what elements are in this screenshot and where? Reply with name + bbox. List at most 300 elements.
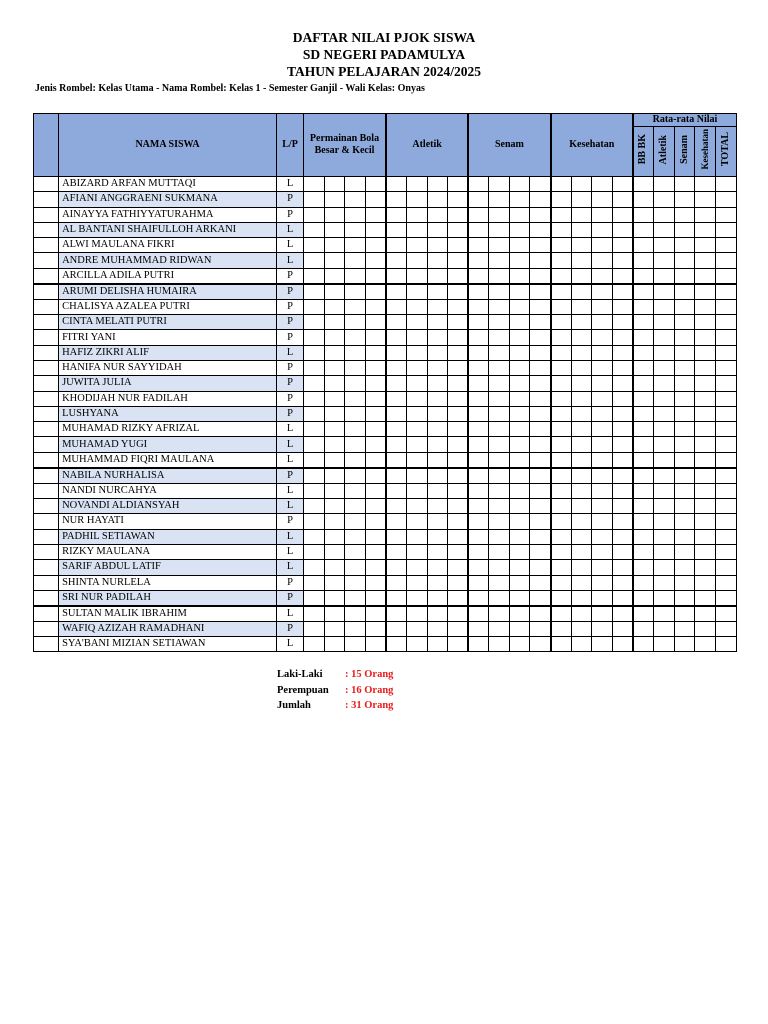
grade-cell: [592, 330, 613, 345]
grade-cell: [592, 360, 613, 375]
grade-cell: [448, 590, 469, 606]
table-row: [34, 514, 737, 529]
grade-cell: [551, 452, 572, 468]
grade-cell: [530, 590, 551, 606]
grade-cell: [345, 529, 366, 544]
grade-cell: [612, 452, 633, 468]
grade-cell: [489, 560, 510, 575]
grade-cell: [304, 468, 325, 484]
grade-cell: [386, 345, 407, 360]
grade-cell: [509, 330, 530, 345]
grade-cell: [716, 345, 737, 360]
grade-cell: [324, 192, 345, 207]
grade-cell: [427, 437, 448, 452]
grade-cell: [612, 222, 633, 237]
grade-cell: [612, 406, 633, 421]
grade-cell: [407, 529, 428, 544]
grade-cell: [592, 222, 613, 237]
grade-cell: [592, 177, 613, 192]
grade-cell: [551, 575, 572, 590]
grade-cell: [530, 192, 551, 207]
grade-cell: [489, 315, 510, 330]
grade-cell: [695, 621, 716, 636]
class-info: Jenis Rombel: Kelas Utama - Nama Rombel: Kelas 1 - Semester Ganjil - Wali Kelas: Onyas: [35, 83, 425, 94]
grade-cell: [654, 529, 675, 544]
student-gender: L: [277, 177, 304, 192]
grade-cell: [695, 330, 716, 345]
grade-cell: [551, 253, 572, 268]
grade-cell: [324, 514, 345, 529]
grade-cell: [365, 284, 386, 300]
grade-cell: [530, 330, 551, 345]
header-rata-kesehatan: [695, 127, 716, 177]
grade-cell: [304, 222, 325, 237]
grade-cell: [489, 222, 510, 237]
grade-cell: [716, 207, 737, 222]
grade-cell: [695, 406, 716, 421]
table-row: [34, 590, 737, 606]
grade-cell: [345, 560, 366, 575]
grade-cell: [448, 437, 469, 452]
grade-cell: [654, 621, 675, 636]
grade-cell: [509, 483, 530, 498]
student-gender: P: [277, 330, 304, 345]
grade-cell: [716, 376, 737, 391]
grade-cell: [386, 529, 407, 544]
grade-cell: [448, 315, 469, 330]
grade-cell: [489, 253, 510, 268]
grade-cell: [407, 177, 428, 192]
grade-cell: [304, 437, 325, 452]
grade-cell: [509, 606, 530, 622]
grade-cell: [407, 360, 428, 375]
grade-cell: [427, 345, 448, 360]
grade-cell: [571, 499, 592, 514]
grade-cell: [695, 315, 716, 330]
grade-cell: [407, 207, 428, 222]
table-row: [34, 177, 737, 192]
grade-cell: [551, 376, 572, 391]
grade-cell: [716, 437, 737, 452]
grade-cell: [407, 437, 428, 452]
grade-cell: [612, 192, 633, 207]
grade-cell: [427, 560, 448, 575]
grade-cell: [551, 406, 572, 421]
grade-cell: [407, 575, 428, 590]
grade-cell: [716, 499, 737, 514]
grade-cell: [386, 360, 407, 375]
grade-cell: [386, 391, 407, 406]
student-gender: P: [277, 360, 304, 375]
grade-cell: [304, 575, 325, 590]
grade-cell: [468, 391, 489, 406]
grade-cell: [530, 560, 551, 575]
grade-cell: [551, 177, 572, 192]
grade-cell: [468, 560, 489, 575]
grade-cell: [489, 637, 510, 652]
grade-cell: [365, 499, 386, 514]
grade-cell: [592, 437, 613, 452]
grade-cell: [674, 590, 695, 606]
grade-cell: [654, 575, 675, 590]
grade-cell: [695, 391, 716, 406]
grade-cell: [427, 238, 448, 253]
grade-cell: [448, 222, 469, 237]
grade-cell: [407, 315, 428, 330]
grade-cell: [633, 529, 654, 544]
row-number-cell: [34, 177, 59, 192]
row-number-cell: [34, 483, 59, 498]
grade-cell: [654, 299, 675, 314]
grade-cell: [551, 544, 572, 559]
grade-cell: [427, 222, 448, 237]
grade-cell: [716, 391, 737, 406]
grade-cell: [304, 284, 325, 300]
grade-cell: [674, 544, 695, 559]
summary-laki-value: : 15 Orang: [345, 669, 394, 680]
grade-cell: [304, 391, 325, 406]
grade-cell: [674, 360, 695, 375]
grade-cell: [571, 299, 592, 314]
header-lp: L/P: [277, 114, 304, 177]
student-gender: P: [277, 514, 304, 529]
grade-cell: [654, 222, 675, 237]
row-number-cell: [34, 268, 59, 284]
grade-cell: [633, 422, 654, 437]
header-rata-rata: Rata-rata Nilai: [633, 114, 737, 127]
grade-cell: [304, 192, 325, 207]
grade-cell: [407, 268, 428, 284]
grade-cell: [551, 499, 572, 514]
grade-cell: [592, 637, 613, 652]
grade-cell: [530, 452, 551, 468]
grade-cell: [571, 560, 592, 575]
grade-cell: [468, 529, 489, 544]
student-gender: L: [277, 253, 304, 268]
grade-cell: [365, 238, 386, 253]
grade-cell: [509, 376, 530, 391]
grade-cell: [551, 514, 572, 529]
grade-cell: [530, 222, 551, 237]
grade-cell: [489, 345, 510, 360]
grade-cell: [448, 452, 469, 468]
grade-cell: [448, 299, 469, 314]
grade-cell: [571, 621, 592, 636]
grade-cell: [427, 207, 448, 222]
grade-cell: [695, 529, 716, 544]
grade-cell: [468, 315, 489, 330]
grade-cell: [612, 391, 633, 406]
grade-cell: [551, 621, 572, 636]
grade-cell: [427, 606, 448, 622]
grade-cell: [530, 253, 551, 268]
grade-cell: [716, 621, 737, 636]
grade-cell: [365, 315, 386, 330]
grade-cell: [654, 437, 675, 452]
grade-cell: [654, 192, 675, 207]
grade-cell: [674, 192, 695, 207]
grade-cell: [448, 621, 469, 636]
row-number-cell: [34, 406, 59, 421]
grade-cell: [509, 345, 530, 360]
grade-cell: [571, 422, 592, 437]
table-row: [34, 391, 737, 406]
grade-cell: [365, 376, 386, 391]
grade-cell: [695, 268, 716, 284]
grade-cell: [345, 621, 366, 636]
grade-cell: [571, 529, 592, 544]
grade-cell: [468, 452, 489, 468]
grade-cell: [324, 499, 345, 514]
grade-cell: [612, 560, 633, 575]
grade-cell: [551, 437, 572, 452]
grade-cell: [674, 284, 695, 300]
grade-cell: [551, 529, 572, 544]
grade-cell: [716, 560, 737, 575]
grade-cell: [530, 345, 551, 360]
grade-cell: [571, 483, 592, 498]
student-name: WAFIQ AZIZAH RAMADHANI: [59, 621, 277, 636]
grade-cell: [489, 268, 510, 284]
grade-cell: [530, 360, 551, 375]
grade-cell: [551, 606, 572, 622]
grade-cell: [468, 238, 489, 253]
grade-cell: [716, 422, 737, 437]
grade-cell: [304, 177, 325, 192]
row-number-cell: [34, 499, 59, 514]
header-senam: Senam: [468, 114, 550, 177]
grade-cell: [695, 177, 716, 192]
summary-laki: [277, 667, 393, 683]
grade-cell: [654, 360, 675, 375]
row-number-cell: [34, 330, 59, 345]
row-number-cell: [34, 360, 59, 375]
grade-cell: [633, 483, 654, 498]
grade-cell: [695, 544, 716, 559]
grade-cell: [386, 483, 407, 498]
grade-cell: [571, 606, 592, 622]
grade-cell: [551, 315, 572, 330]
row-number-cell: [34, 422, 59, 437]
grade-cell: [324, 207, 345, 222]
grade-cell: [592, 268, 613, 284]
grade-cell: [716, 529, 737, 544]
grade-cell: [365, 192, 386, 207]
grade-cell: [571, 514, 592, 529]
grade-cell: [654, 483, 675, 498]
grade-cell: [612, 468, 633, 484]
grade-cell: [716, 284, 737, 300]
header-rata-atletik-label: Atletik: [657, 134, 669, 165]
table-row: [34, 253, 737, 268]
grade-cell: [427, 192, 448, 207]
student-name: RIZKY MAULANA: [59, 544, 277, 559]
grade-cell: [489, 376, 510, 391]
title-line-1: DAFTAR NILAI PJOK SISWA: [292, 30, 476, 45]
header-rata-senam-label: Senam: [678, 135, 690, 164]
grade-cell: [304, 544, 325, 559]
grade-cell: [674, 253, 695, 268]
grade-cell: [304, 315, 325, 330]
grade-cell: [612, 437, 633, 452]
grade-cell: [324, 529, 345, 544]
student-name: AL BANTANI SHAIFULLOH ARKANI: [59, 222, 277, 237]
student-name: NUR HAYATI: [59, 514, 277, 529]
grade-cell: [551, 207, 572, 222]
grade-cell: [345, 284, 366, 300]
grade-cell: [407, 192, 428, 207]
grade-cell: [386, 606, 407, 622]
grade-cell: [695, 360, 716, 375]
grade-cell: [695, 514, 716, 529]
grade-cell: [571, 575, 592, 590]
grade-cell: [633, 391, 654, 406]
student-gender: P: [277, 391, 304, 406]
grade-cell: [654, 606, 675, 622]
grade-cell: [612, 330, 633, 345]
grade-cell: [345, 437, 366, 452]
grade-cell: [633, 315, 654, 330]
grade-cell: [448, 268, 469, 284]
student-gender: L: [277, 544, 304, 559]
grade-cell: [530, 284, 551, 300]
grade-cell: [427, 391, 448, 406]
grade-cell: [407, 253, 428, 268]
grade-cell: [304, 299, 325, 314]
grade-cell: [489, 284, 510, 300]
grade-cell: [324, 452, 345, 468]
row-number-cell: [34, 514, 59, 529]
student-name: SRI NUR PADILAH: [59, 590, 277, 606]
grade-cell: [592, 560, 613, 575]
grade-cell: [633, 376, 654, 391]
grade-cell: [345, 468, 366, 484]
row-number-cell: [34, 468, 59, 484]
grade-cell: [468, 406, 489, 421]
grade-cell: [345, 391, 366, 406]
student-gender: P: [277, 406, 304, 421]
grade-cell: [304, 529, 325, 544]
table-row: [34, 499, 737, 514]
grade-cell: [324, 253, 345, 268]
row-number-cell: [34, 207, 59, 222]
table-row: [34, 299, 737, 314]
student-name: NABILA NURHALISA: [59, 468, 277, 484]
grade-cell: [695, 192, 716, 207]
grade-cell: [571, 192, 592, 207]
grade-cell: [612, 590, 633, 606]
grade-cell: [633, 606, 654, 622]
grade-cell: [365, 222, 386, 237]
grade-cell: [304, 621, 325, 636]
student-gender: L: [277, 437, 304, 452]
grade-cell: [674, 437, 695, 452]
grade-cell: [324, 360, 345, 375]
grade-cell: [386, 437, 407, 452]
grade-cell: [427, 268, 448, 284]
grade-cell: [633, 468, 654, 484]
grade-cell: [365, 452, 386, 468]
grade-cell: [633, 222, 654, 237]
grade-cell: [386, 452, 407, 468]
grade-cell: [489, 177, 510, 192]
grade-cell: [345, 590, 366, 606]
grade-cell: [695, 483, 716, 498]
grade-cell: [509, 299, 530, 314]
student-name: KHODIJAH NUR FADILAH: [59, 391, 277, 406]
grade-cell: [612, 345, 633, 360]
grade-cell: [551, 222, 572, 237]
student-gender: P: [277, 621, 304, 636]
grade-cell: [407, 499, 428, 514]
grade-cell: [716, 483, 737, 498]
grade-cell: [489, 406, 510, 421]
grade-cell: [407, 222, 428, 237]
grade-cell: [345, 192, 366, 207]
header-permainan-label: Permainan Bola Besar & Kecil: [309, 133, 380, 156]
grade-cell: [304, 376, 325, 391]
student-name: AINAYYA FATHIYYATURAHMA: [59, 207, 277, 222]
grade-cell: [468, 360, 489, 375]
grade-cell: [551, 483, 572, 498]
grade-cell: [345, 637, 366, 652]
student-name: FITRI YANI: [59, 330, 277, 345]
grade-cell: [674, 345, 695, 360]
grade-cell: [407, 621, 428, 636]
grade-cell: [448, 406, 469, 421]
grade-cell: [633, 207, 654, 222]
grade-cell: [345, 575, 366, 590]
grade-cell: [427, 499, 448, 514]
grade-cell: [716, 514, 737, 529]
grade-cell: [345, 376, 366, 391]
grade-cell: [674, 238, 695, 253]
grade-cell: [571, 253, 592, 268]
grade-cell: [427, 452, 448, 468]
grade-cell: [551, 345, 572, 360]
row-number-cell: [34, 452, 59, 468]
grade-cell: [365, 268, 386, 284]
row-number-cell: [34, 345, 59, 360]
grade-cell: [633, 621, 654, 636]
grade-cell: [592, 514, 613, 529]
student-name: SYA'BANI MIZIAN SETIAWAN: [59, 637, 277, 652]
grade-cell: [716, 330, 737, 345]
grade-cell: [448, 575, 469, 590]
grade-cell: [633, 637, 654, 652]
grade-cell: [674, 621, 695, 636]
summary-jumlah-label: Jumlah: [277, 700, 311, 711]
grade-cell: [365, 391, 386, 406]
table-row: [34, 330, 737, 345]
grade-cell: [695, 468, 716, 484]
grade-cell: [654, 330, 675, 345]
table-row: [34, 422, 737, 437]
grade-cell: [695, 238, 716, 253]
grade-cell: [407, 544, 428, 559]
grade-cell: [654, 468, 675, 484]
grade-cell: [407, 468, 428, 484]
grade-cell: [365, 253, 386, 268]
grade-cell: [448, 637, 469, 652]
grade-cell: [324, 315, 345, 330]
grade-cell: [509, 360, 530, 375]
table-row: [34, 284, 737, 300]
grade-cell: [304, 207, 325, 222]
student-name: SULTAN MALIK IBRAHIM: [59, 606, 277, 622]
grade-cell: [427, 575, 448, 590]
table-row: [34, 637, 737, 652]
